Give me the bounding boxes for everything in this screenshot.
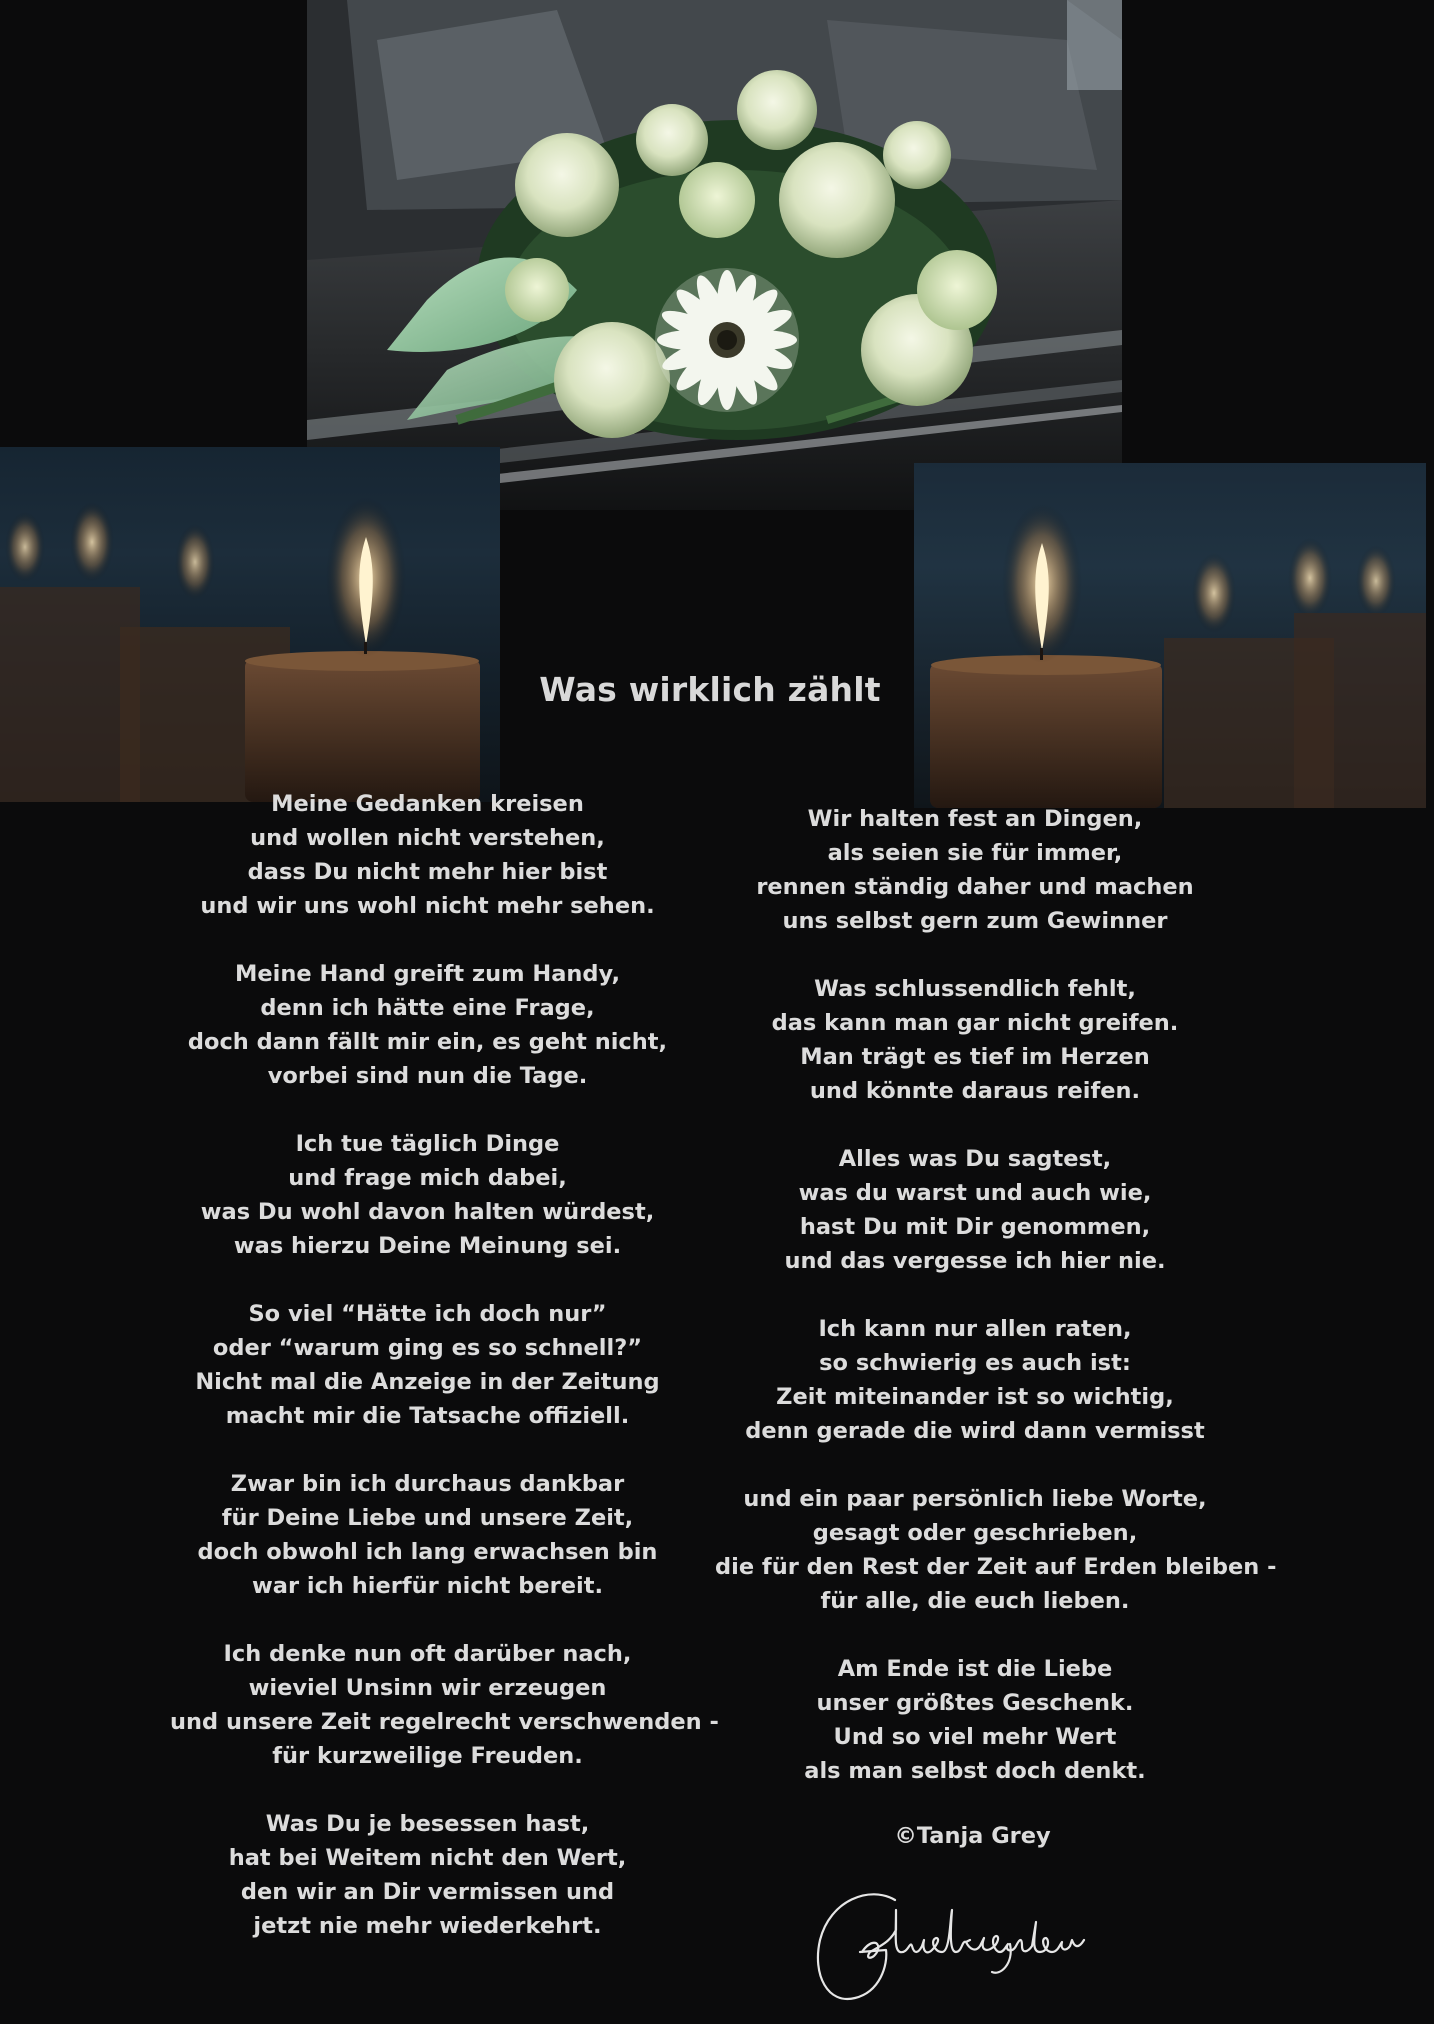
poem-line: Was schlussendlich fehlt, xyxy=(814,976,1136,1002)
poem-stanza xyxy=(170,957,685,1093)
poem-line: als man selbst doch denkt. xyxy=(804,1758,1146,1784)
poem-line: für alle, die euch lieben. xyxy=(820,1588,1130,1614)
poem-line: und könnte daraus reifen. xyxy=(809,1078,1141,1104)
poem-stanza xyxy=(170,1297,685,1433)
poem-stanza xyxy=(170,1637,719,1773)
poem-line: unser größtes Geschenk. xyxy=(816,1690,1134,1716)
poem-stanza xyxy=(170,787,685,923)
poem-line: vorbei sind nun die Tage. xyxy=(267,1063,588,1089)
poem-line: macht mir die Tatsache offiziell. xyxy=(225,1403,630,1429)
poem-line: Ich denke nun oft darüber nach, xyxy=(223,1641,632,1667)
poem-title: Was wirklich zählt xyxy=(539,670,881,709)
poem-line: Zeit miteinander ist so wichtig, xyxy=(776,1384,1174,1410)
poem-stanza xyxy=(715,802,1235,938)
candles-photo-left xyxy=(0,447,500,802)
copyright-text: ©Tanja Grey xyxy=(894,1823,1051,1849)
bouquet-photo xyxy=(307,0,1122,510)
poem-stanza xyxy=(170,1127,685,1263)
poem-line: wieviel Unsinn wir erzeugen xyxy=(248,1675,607,1701)
poem-stanza xyxy=(715,972,1235,1108)
poem-line: Und so viel mehr Wert xyxy=(833,1724,1117,1750)
poem-line: doch obwohl ich lang erwachsen bin xyxy=(197,1539,658,1565)
candles-photo-right xyxy=(914,463,1426,808)
poem-line: Meine Gedanken kreisen xyxy=(271,791,584,817)
poem-stanza xyxy=(715,1652,1235,1788)
poem-line: Am Ende ist die Liebe xyxy=(837,1656,1113,1682)
poem-line: als seien sie für immer, xyxy=(827,840,1123,866)
poem-line: Zwar bin ich durchaus dankbar xyxy=(230,1471,625,1497)
poem-line: und wollen nicht verstehen, xyxy=(250,825,605,851)
poem-line: die für den Rest der Zeit auf Erden bleiben - xyxy=(715,1554,1277,1580)
poem-line: und wir uns wohl nicht mehr sehen. xyxy=(200,893,655,919)
poem-right-column xyxy=(715,802,1277,1822)
poem-line: Ich tue täglich Dinge xyxy=(295,1131,560,1157)
poem-line: rennen ständig daher und machen xyxy=(756,874,1194,900)
poem-line: dass Du nicht mehr hier bist xyxy=(247,859,608,885)
poem-line: und unsere Zeit regelrecht verschwenden - xyxy=(170,1709,719,1735)
poem-line: Meine Hand greift zum Handy, xyxy=(235,961,620,987)
poem-line: für Deine Liebe und unsere Zeit, xyxy=(221,1505,634,1531)
poem-line: doch dann fällt mir ein, es geht nicht, xyxy=(187,1029,668,1055)
poem-line: uns selbst gern zum Gewinner xyxy=(782,908,1168,934)
poem-line: hat bei Weitem nicht den Wert, xyxy=(228,1845,627,1871)
poem-stanza xyxy=(715,1142,1235,1278)
poem-stanza xyxy=(170,1807,685,1943)
poem-line: was hierzu Deine Meinung sei. xyxy=(233,1233,622,1259)
poem-line: Wir halten fest an Dingen, xyxy=(807,806,1143,832)
poem-left-column xyxy=(170,787,719,1977)
poem-line: oder “warum ging es so schnell?” xyxy=(212,1335,643,1361)
poem-line: jetzt nie mehr wiederkehrt. xyxy=(253,1913,602,1939)
poem-line: So viel “Hätte ich doch nur” xyxy=(248,1301,607,1327)
poem-line: hast Du mit Dir genommen, xyxy=(799,1214,1151,1240)
poem-line: denn gerade die wird dann vermisst xyxy=(745,1418,1205,1444)
poem-stanza xyxy=(715,1312,1235,1448)
poem-line: Nicht mal die Anzeige in der Zeitung xyxy=(195,1369,660,1395)
poem-line: und das vergesse ich hier nie. xyxy=(784,1248,1166,1274)
poem-line: Alles was Du sagtest, xyxy=(838,1146,1112,1172)
poem-line: den wir an Dir vermissen und xyxy=(240,1879,615,1905)
poem-line: für kurzweilige Freuden. xyxy=(272,1743,583,1769)
poem-line: was du warst und auch wie, xyxy=(798,1180,1152,1206)
poem-line: war ich hierfür nicht bereit. xyxy=(251,1573,604,1599)
poem-line: und ein paar persönlich liebe Worte, xyxy=(743,1486,1207,1512)
poem-line: Ich kann nur allen raten, xyxy=(818,1316,1132,1342)
signature-logo xyxy=(800,1880,1100,2010)
poem-line: und frage mich dabei, xyxy=(288,1165,567,1191)
poem-line: was Du wohl davon halten würdest, xyxy=(200,1199,655,1225)
poem-line: Was Du je besessen hast, xyxy=(265,1811,590,1837)
poem-stanza xyxy=(715,1482,1277,1618)
poem-line: so schwierig es auch ist: xyxy=(819,1350,1131,1376)
poem-line: das kann man gar nicht greifen. xyxy=(771,1010,1179,1036)
poem-line: denn ich hätte eine Frage, xyxy=(260,995,595,1021)
poem-line: gesagt oder geschrieben, xyxy=(812,1520,1138,1546)
poem-stanza xyxy=(170,1467,685,1603)
poem-line: Man trägt es tief im Herzen xyxy=(800,1044,1150,1070)
